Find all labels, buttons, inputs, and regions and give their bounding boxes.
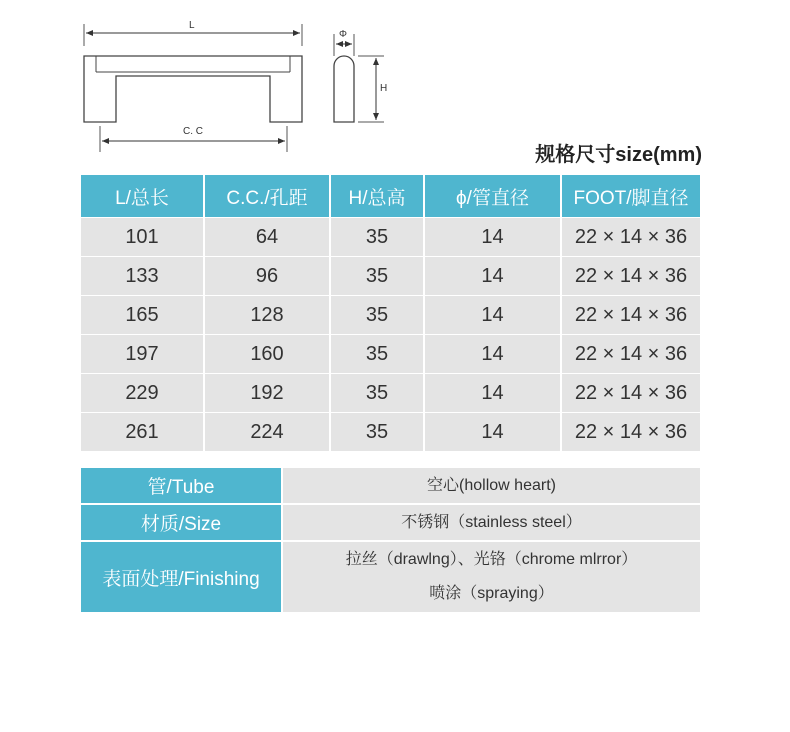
cell-foot-diameter: 22 × 14 × 36	[562, 413, 700, 451]
diameter-label: Φ	[339, 29, 347, 40]
cell-center-distance: 160	[205, 335, 329, 373]
end-view-outline	[334, 56, 354, 122]
cell-tube-diameter: 14	[425, 218, 560, 256]
cell-length: 261	[81, 413, 203, 451]
cell-center-distance: 192	[205, 374, 329, 412]
cell-foot-diameter: 22 × 14 × 36	[562, 218, 700, 256]
cell-tube-diameter: 14	[425, 257, 560, 295]
cell-tube-diameter: 14	[425, 413, 560, 451]
finishing-label: 表面处理/Finishing	[81, 542, 281, 612]
cell-height: 35	[331, 413, 423, 451]
table-row	[81, 257, 700, 295]
cell-center-distance: 96	[205, 257, 329, 295]
cell-center-distance: 64	[205, 218, 329, 256]
cell-height: 35	[331, 257, 423, 295]
header-height: H/总高	[331, 175, 423, 217]
material-value	[283, 505, 700, 540]
tube-label: 管/Tube	[81, 468, 281, 503]
cell-height: 35	[331, 296, 423, 334]
cell-length: 133	[81, 257, 203, 295]
table-row	[81, 218, 700, 256]
cell-tube-diameter: 14	[425, 335, 560, 373]
finishing-value	[283, 542, 700, 612]
spec-row-finishing	[81, 542, 700, 612]
finishing-value-line-1: 拉丝（drawlng）、光铬（chrome mlrror）	[345, 551, 638, 568]
cell-foot-diameter: 22 × 14 × 36	[562, 335, 700, 373]
cell-height: 35	[331, 218, 423, 256]
cell-height: 35	[331, 335, 423, 373]
table-row	[81, 335, 700, 373]
tube-value-text: 空心(hollow heart)	[427, 476, 556, 494]
material-label: 材质/Size	[81, 505, 281, 540]
cell-foot-diameter: 22 × 14 × 36	[562, 374, 700, 412]
table-row	[81, 296, 700, 334]
handle-outline	[84, 56, 302, 122]
size-table-header	[81, 175, 700, 217]
length-label: L	[189, 20, 195, 31]
cell-tube-diameter: 14	[425, 374, 560, 412]
header-center-distance: C.C./孔距	[205, 175, 329, 217]
table-row	[81, 374, 700, 412]
cell-height: 35	[331, 374, 423, 412]
tube-value	[283, 468, 700, 503]
finishing-value-line-2: 喷涂（spraying）	[429, 585, 554, 602]
cell-length: 101	[81, 218, 203, 256]
spec-row-tube	[81, 468, 700, 503]
cell-foot-diameter: 22 × 14 × 36	[562, 296, 700, 334]
header-tube-diameter: ϕ/管直径	[425, 175, 560, 217]
cell-length: 197	[81, 335, 203, 373]
material-value-text: 不锈钢（stainless steel）	[401, 513, 582, 531]
cell-center-distance: 224	[205, 413, 329, 451]
cell-length: 165	[81, 296, 203, 334]
cell-center-distance: 128	[205, 296, 329, 334]
spec-table	[81, 468, 700, 614]
size-table	[81, 175, 700, 452]
table-row	[81, 413, 700, 451]
height-label: H	[380, 83, 388, 94]
cell-length: 229	[81, 374, 203, 412]
cell-foot-diameter: 22 × 14 × 36	[562, 257, 700, 295]
header-length: L/总长	[81, 175, 203, 217]
spec-title: 规格尺寸size(mm)	[535, 144, 702, 166]
cell-tube-diameter: 14	[425, 296, 560, 334]
spec-row-material	[81, 505, 700, 540]
header-foot-diameter: FOOT/脚直径	[562, 175, 700, 217]
center-distance-label: C. C	[183, 126, 203, 137]
